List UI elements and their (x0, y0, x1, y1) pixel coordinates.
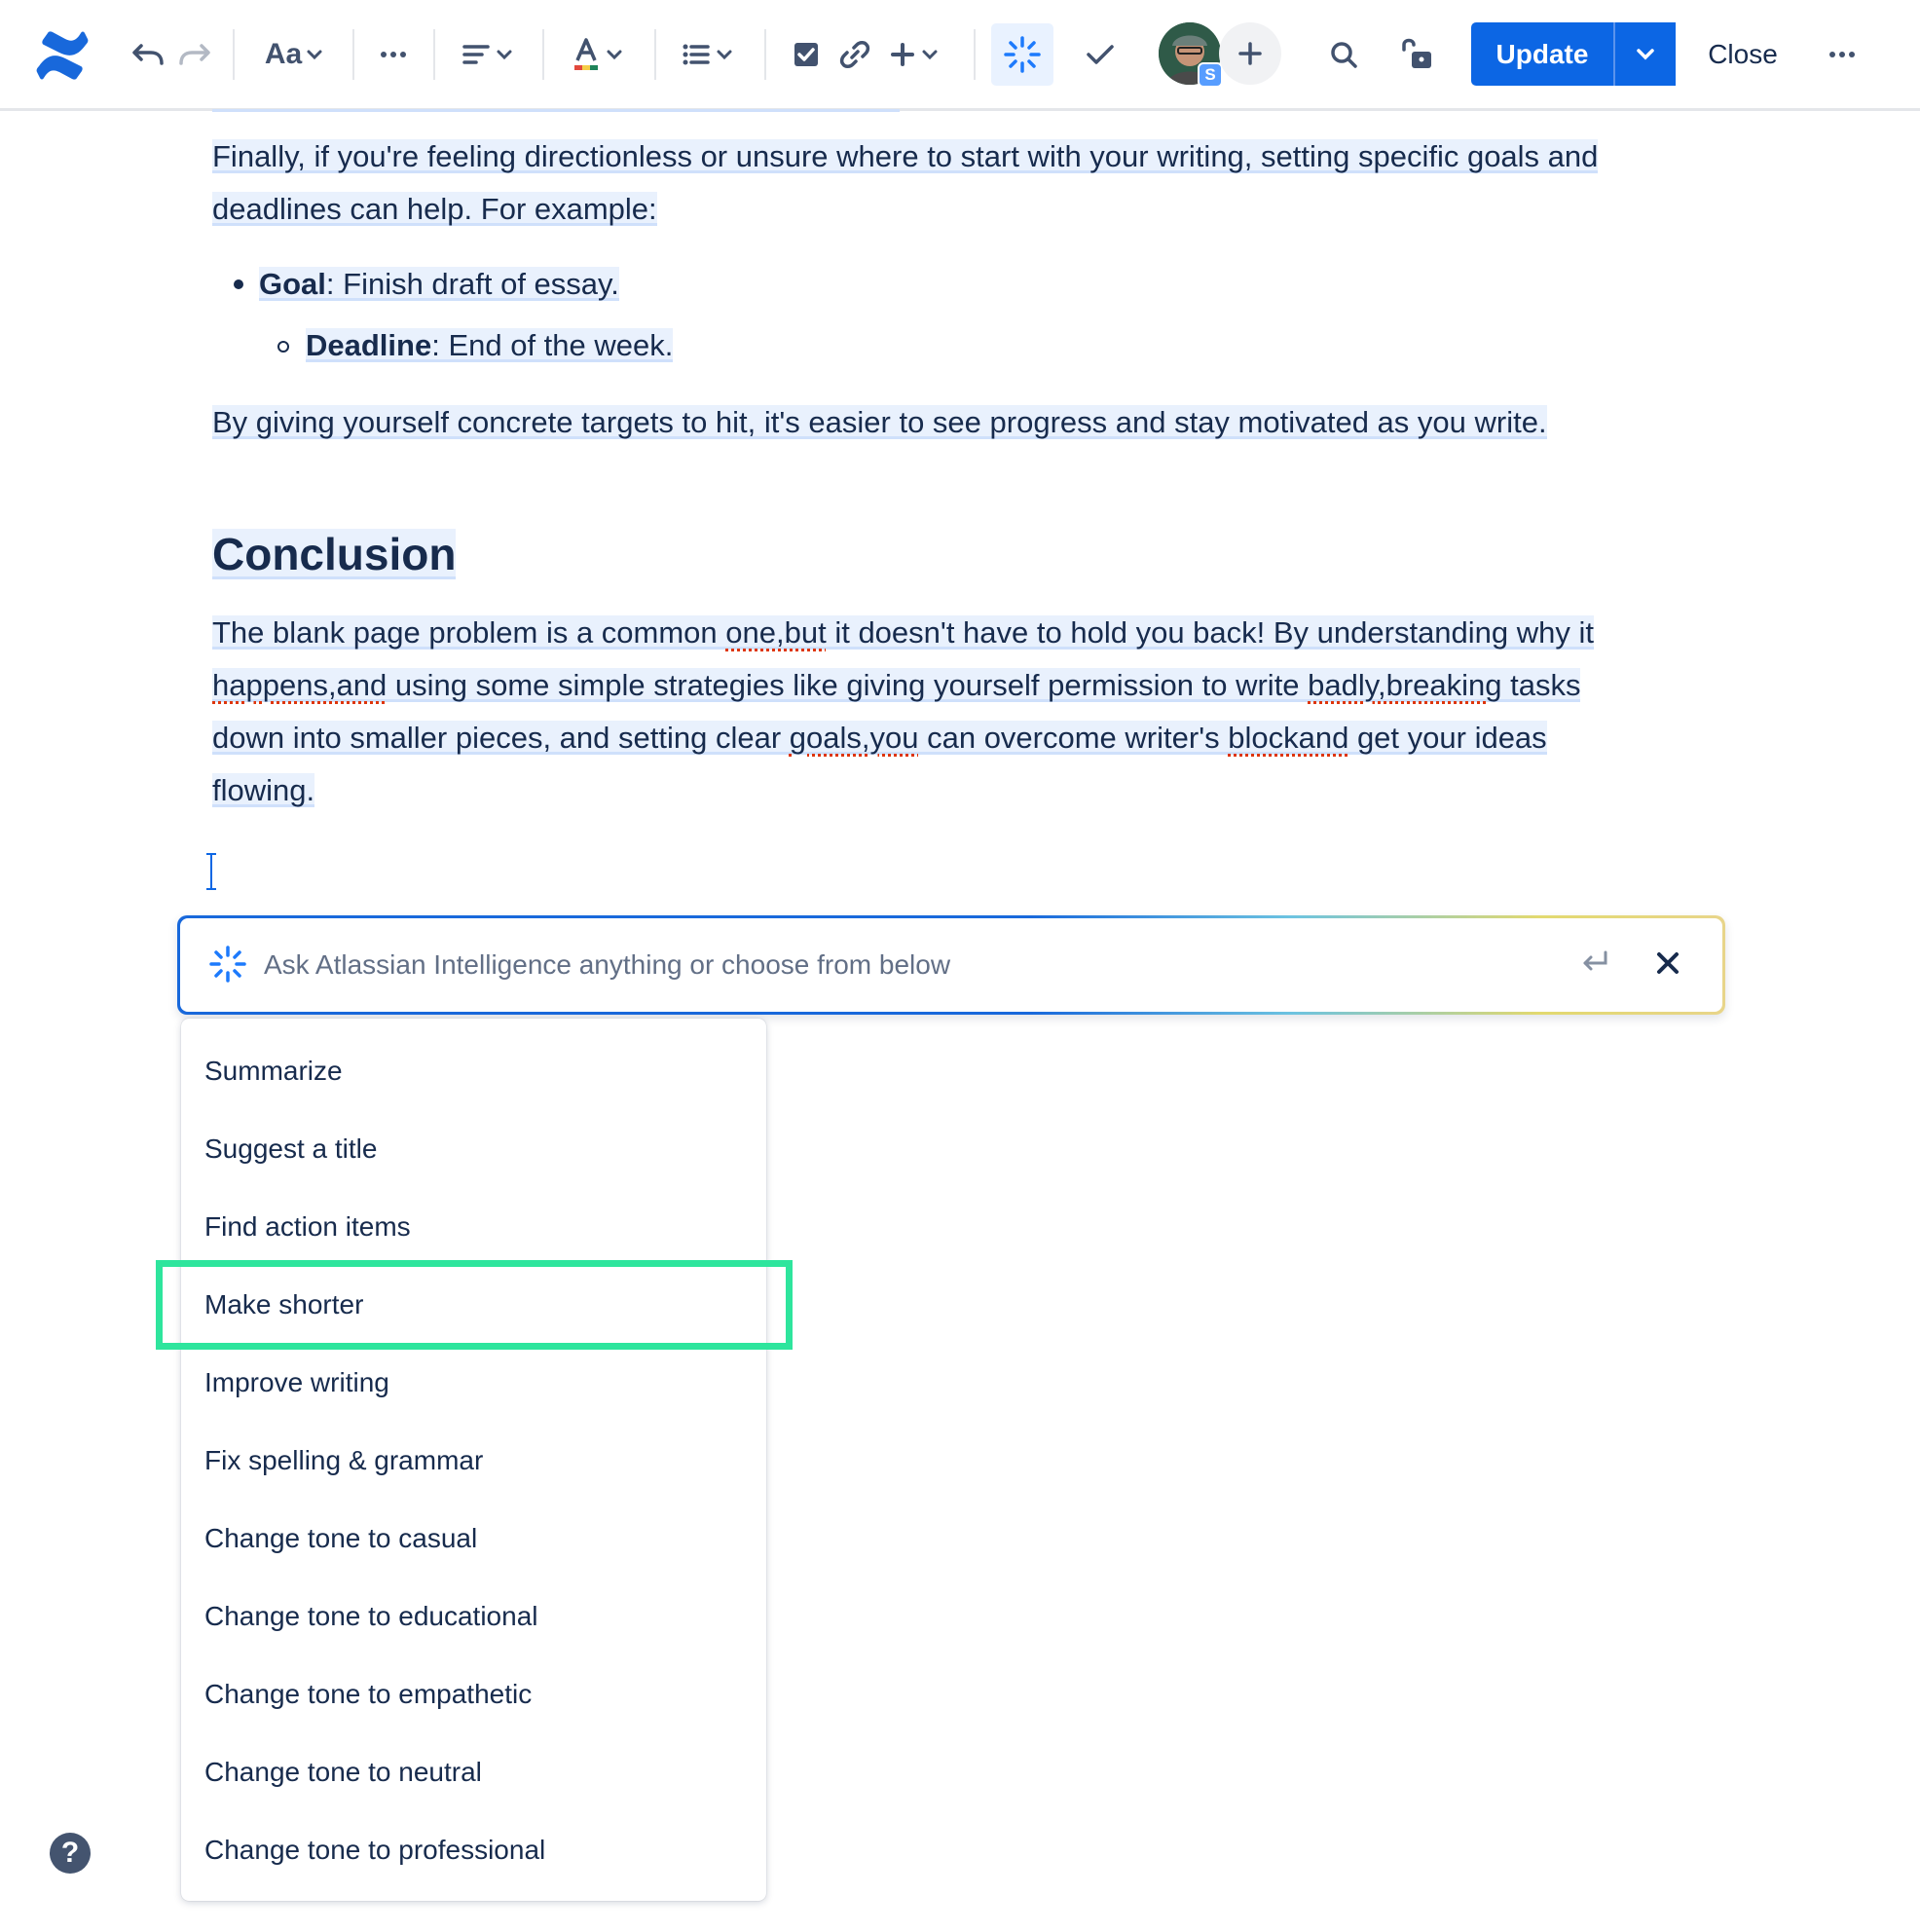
invite-button[interactable] (1219, 22, 1281, 85)
text-run: down into smaller pieces, and setting clear (212, 721, 790, 755)
text-color-dropdown[interactable] (569, 33, 627, 76)
paragraph-line: flowing. (212, 773, 315, 807)
menu-item-fix-spelling[interactable]: Fix spelling & grammar (204, 1445, 484, 1475)
enter-icon[interactable] (1580, 949, 1609, 977)
deadline-text: : End of the week. (431, 328, 674, 362)
text-style-dropdown[interactable] (261, 33, 327, 76)
toolbar-separator (974, 29, 976, 80)
heading-conclusion[interactable] (212, 525, 456, 583)
menu-item-improve-writing[interactable]: Improve writing (204, 1367, 389, 1397)
more-actions-icon[interactable] (1823, 33, 1862, 76)
editor-toolbar (0, 0, 1920, 111)
text-style-label: Aa (264, 38, 303, 70)
chevron-down-icon (921, 49, 939, 60)
text-run: tasks (1501, 668, 1581, 702)
atlassian-intelligence-button[interactable] (991, 23, 1053, 86)
ai-suggestions-menu (181, 1019, 766, 1901)
menu-item-tone-educational[interactable]: Change tone to educational (204, 1601, 538, 1631)
undo-icon[interactable] (129, 37, 167, 72)
menu-item-tone-neutral[interactable]: Change tone to neutral (204, 1757, 482, 1787)
spelling-error[interactable]: badly,breaking (1308, 668, 1502, 702)
text-run: using some simple strategies like giving yourself permission to write (387, 668, 1309, 702)
close-icon[interactable] (1653, 948, 1682, 978)
menu-item-tone-empathetic[interactable]: Change tone to empathetic (204, 1679, 533, 1709)
toolbar-separator (764, 29, 766, 80)
spelling-error[interactable]: one,but (725, 615, 827, 650)
text-run: it doesn't have to hold you back! By understanding why it (826, 615, 1595, 650)
chevron-down-icon (716, 49, 733, 60)
chevron-down-icon (496, 49, 513, 60)
menu-item-summarize[interactable]: Summarize (204, 1056, 343, 1086)
ai-prompt-input[interactable] (264, 918, 1530, 1012)
deadline-term: Deadline (306, 328, 432, 362)
menu-item-suggest-title[interactable]: Suggest a title (204, 1133, 378, 1164)
chevron-down-icon (306, 49, 323, 60)
ai-sparkle-icon (209, 946, 246, 983)
bullet-dot (234, 279, 243, 289)
goal-text: : Finish draft of essay. (325, 267, 619, 301)
paragraph-conclusion[interactable] (212, 607, 1594, 817)
toolbar-separator (352, 29, 354, 80)
spelling-error[interactable]: blockand (1228, 721, 1349, 755)
menu-item-tone-professional[interactable]: Change tone to professional (204, 1835, 546, 1865)
toolbar-separator (654, 29, 656, 80)
paragraph-line: By giving yourself concrete targets to hit, it's easier to see progress and stay motivated as you write. (212, 405, 1547, 439)
plus-icon (1237, 41, 1263, 66)
text-run: can overcome writer's (918, 721, 1229, 755)
menu-item-find-action-items[interactable]: Find action items (204, 1211, 411, 1242)
paragraph-targets[interactable] (212, 396, 1547, 449)
align-left-icon (462, 44, 490, 65)
list-dropdown[interactable] (678, 35, 738, 74)
toolbar-separator (433, 29, 435, 80)
text-run: get your ideas (1348, 721, 1547, 755)
bullet-list-icon (683, 44, 710, 65)
confluence-logo-icon[interactable] (35, 29, 90, 82)
checkmark-icon[interactable] (1081, 35, 1120, 74)
link-icon[interactable] (835, 35, 874, 74)
text-cursor (210, 853, 212, 890)
alignment-dropdown[interactable] (458, 35, 518, 74)
heading-text: Conclusion (212, 529, 457, 579)
update-options-button[interactable] (1613, 22, 1676, 86)
menu-item-tone-casual[interactable]: Change tone to casual (204, 1523, 478, 1553)
plus-icon (890, 42, 915, 67)
paragraph-line: Finally, if you're feeling directionless or unsure where to start with your writing, setting specific goals and (212, 139, 1599, 173)
ai-sparkle-icon (1004, 36, 1041, 73)
checkbox-icon[interactable] (789, 37, 824, 72)
more-formatting-icon[interactable] (374, 33, 413, 76)
paragraph-line: deadlines can help. For example: (212, 192, 657, 226)
update-label: Update (1495, 38, 1589, 69)
list-item-deadline[interactable] (306, 321, 673, 370)
previous-selection-edge (212, 109, 900, 112)
unlock-icon[interactable] (1396, 33, 1437, 74)
toolbar-separator (542, 29, 544, 80)
spelling-error[interactable]: happens,and (212, 668, 388, 702)
paragraph-goals[interactable] (212, 130, 1598, 236)
text-run: The blank page problem is a common (212, 615, 726, 650)
toolbar-separator (233, 29, 235, 80)
insert-dropdown[interactable] (884, 35, 944, 74)
menu-item-make-shorter[interactable]: Make shorter (204, 1289, 364, 1319)
avatar-badge: S (1198, 62, 1223, 88)
close-button[interactable]: Close (1708, 39, 1778, 69)
goal-term: Goal (259, 267, 326, 301)
spelling-error[interactable]: goals,you (789, 721, 919, 755)
chevron-down-icon (606, 49, 623, 60)
bullet-circle (277, 341, 289, 353)
list-item-goal[interactable] (259, 260, 619, 309)
search-icon[interactable] (1324, 35, 1363, 74)
text-color-icon (572, 37, 600, 72)
ai-prompt-box (177, 915, 1725, 1015)
chevron-down-icon (1636, 48, 1655, 61)
help-button[interactable]: ? (50, 1833, 91, 1874)
redo-icon[interactable] (175, 37, 214, 72)
